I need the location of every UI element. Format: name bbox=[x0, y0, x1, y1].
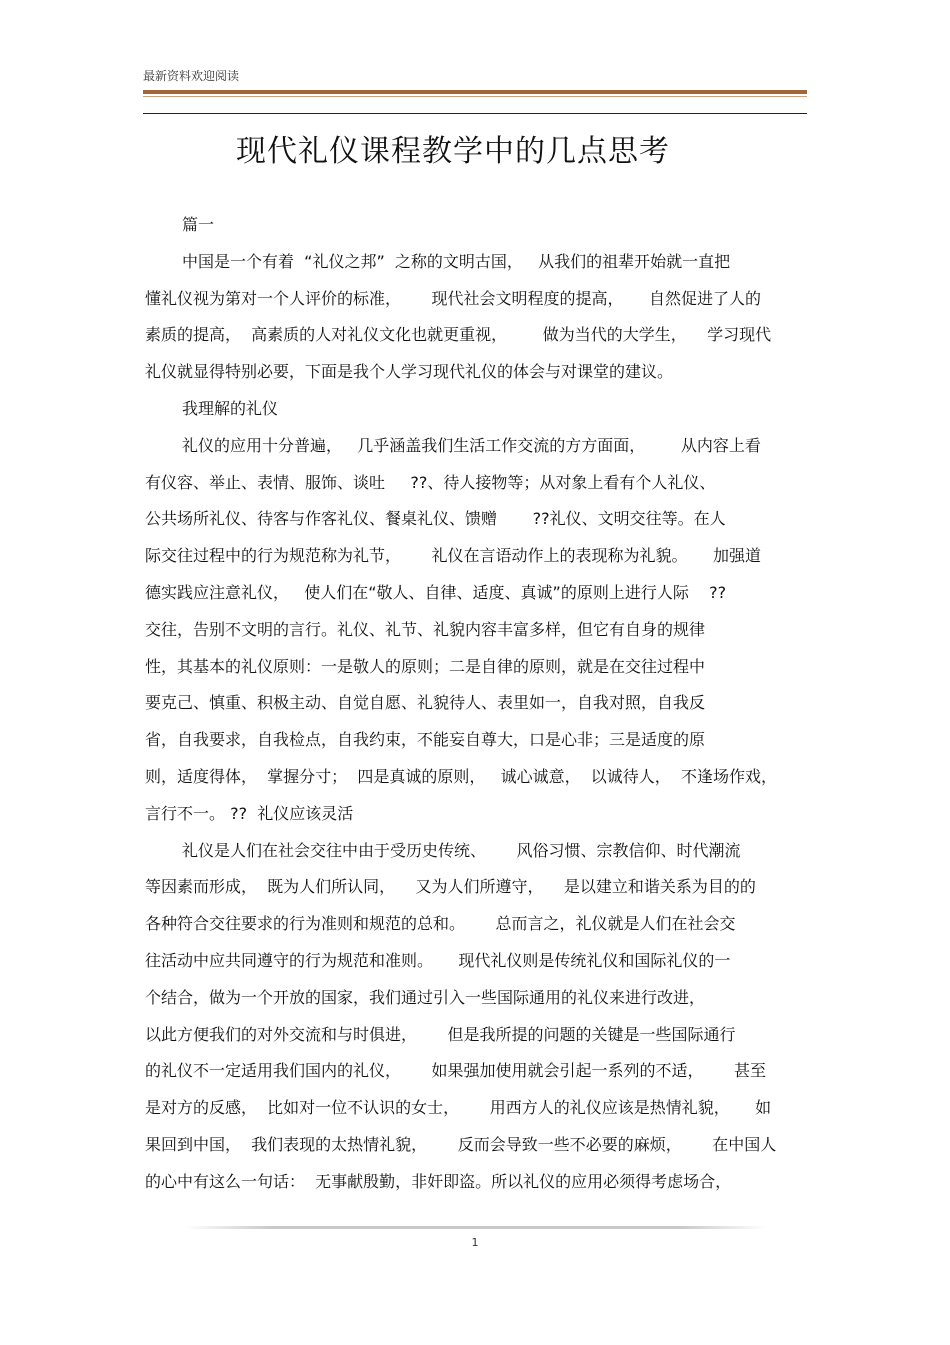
text-line: 则，适度得体， 掌握分寸； 四是真诚的原则， 诚心诚意， 以诚待人， 不逢场作戏， bbox=[145, 766, 777, 786]
footer-rule bbox=[185, 1226, 767, 1229]
text-line: 个结合，做为一个开放的国家，我们通过引入一些国际通用的礼仪来进行改进， bbox=[145, 987, 706, 1007]
text-line: 果回到中国， 我们表现的太热情礼貌， 反而会导致一些不必要的麻烦， 在中国人 bbox=[145, 1134, 777, 1154]
text-line: 礼仪的应用十分普遍， 几乎涵盖我们生活工作交流的方方面面， 从内容上看 bbox=[182, 435, 761, 455]
text-line: 我理解的礼仪 bbox=[182, 398, 279, 418]
text-line: 往活动中应共同遵守的行为规范和准则。 现代礼仪则是传统礼仪和国际礼仪的一 bbox=[145, 950, 731, 970]
running-header: 最新资料欢迎阅读 bbox=[143, 69, 240, 83]
text-line: 懂礼仪视为第对一个人评价的标准， 现代社会文明程度的提高， 自然促进了人的 bbox=[145, 288, 761, 308]
header-rule-thick bbox=[143, 90, 807, 94]
text-line: 性，其基本的礼仪原则：一是敬人的原则；二是自律的原则，就是在交往过程中 bbox=[145, 656, 706, 676]
text-line: 各种符合交往要求的行为准则和规范的总和。 总而言之，礼仪就是人们在社会交 bbox=[145, 914, 736, 934]
text-line: 有仪容、举止、表情、服饰、谈吐 ??、待人接物等；从对象上看有个人礼仪、 bbox=[145, 472, 716, 492]
text-line: 德实践应注意礼仪， 使人们在“敬人、自律、适度、真诚”的原则上进行人际 ?? bbox=[145, 582, 727, 602]
text-line: 的心中有这么一句话： 无事献殷勤，非奸即盗。所以礼仪的应用必须得考虑场合， bbox=[145, 1171, 732, 1191]
page-number: 1 bbox=[471, 1236, 479, 1249]
text-line: 等因素而形成， 既为人们所认同， 又为人们所遵守， 是以建立和谐关系为目的的 bbox=[145, 877, 756, 897]
text-line: 的礼仪不一定适用我们国内的礼仪， 如果强加使用就会引起一系列的不适， 甚至 bbox=[145, 1061, 767, 1081]
text-line: 以此方便我们的对外交流和与时俱进， 但是我所提的问题的关键是一些国际通行 bbox=[145, 1024, 736, 1044]
text-line: 篇一 bbox=[182, 215, 215, 234]
text-line: 际交往过程中的行为规范称为礼节， 礼仪在言语动作上的表现称为礼貌。 加强道 bbox=[145, 546, 761, 566]
text-line: 省，自我要求，自我检点，自我约束，不能妄自尊大，口是心非；三是适度的原 bbox=[145, 730, 706, 750]
document-title: 现代礼仪课程教学中的几点思考 bbox=[236, 134, 670, 169]
text-line: 中国是一个有着 “礼仪之邦” 之称的文明古国， 从我们的祖辈开始就一直把 bbox=[182, 251, 731, 271]
header-rule-mid bbox=[143, 96, 807, 97]
header-rule-thin bbox=[143, 113, 807, 114]
text-line: 素质的提高， 高素质的人对礼仪文化也就更重视， 做为当代的大学生， 学习现代 bbox=[145, 325, 772, 345]
text-line: 言行不一。 ?? 礼仪应该灵活 bbox=[145, 803, 354, 823]
text-line: 是对方的反感， 比如对一位不认识的女士， 用西方人的礼仪应该是热情礼貌， 如 bbox=[145, 1098, 772, 1118]
text-line: 公共场所礼仪、待客与作客礼仪、餐桌礼仪、馈赠 ??礼仪、文明交往等。在人 bbox=[145, 509, 726, 529]
text-line: 交往，告别不文明的言行。礼仪、礼节、礼貌内容丰富多样，但它有自身的规律 bbox=[145, 619, 706, 639]
text-line: 要克己、慎重、积极主动、自觉自愿、礼貌待人、表里如一，自我对照，自我反 bbox=[145, 693, 706, 713]
text-line: 礼仪是人们在社会交往中由于受历史传统、 风俗习惯、宗教信仰、时代潮流 bbox=[182, 840, 741, 860]
document-body bbox=[145, 207, 810, 1201]
text-line: 礼仪就显得特别必要，下面是我个人学习现代礼仪的体会与对课堂的建议。 bbox=[145, 362, 674, 382]
